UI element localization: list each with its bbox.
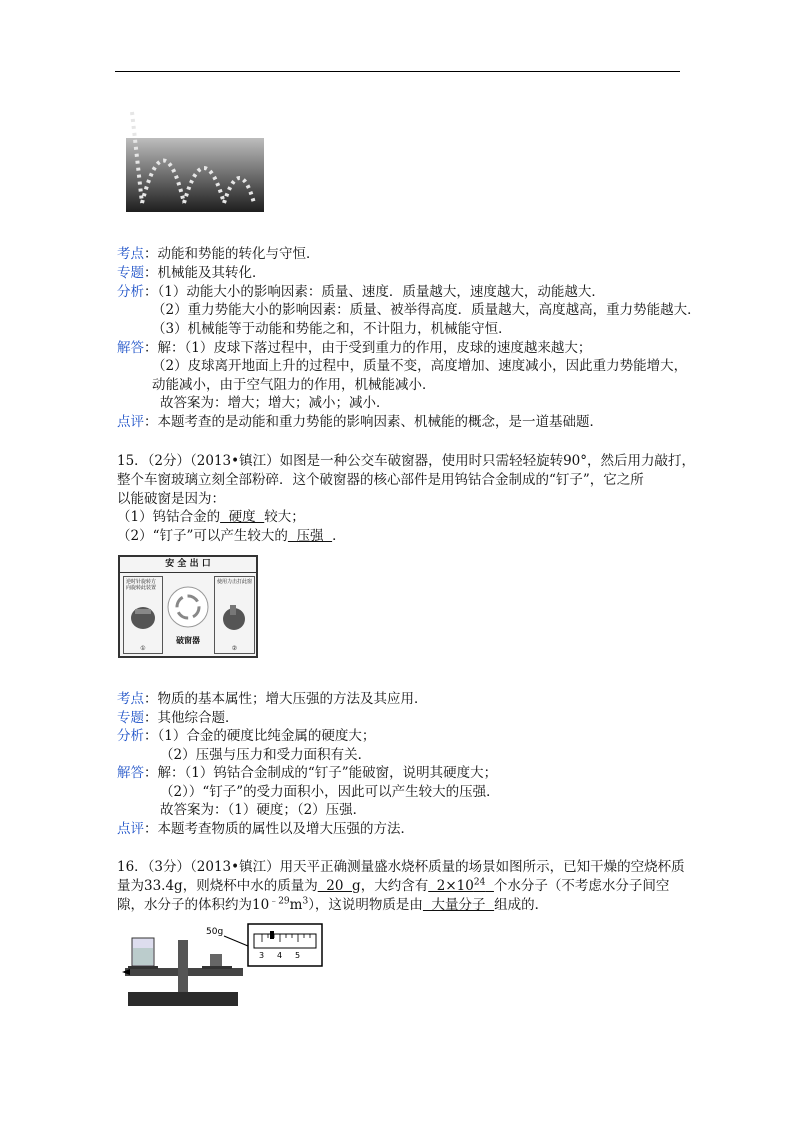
fenxi-text-3: （3）机械能等于动能和势能之和，不计阻力，机械能守恒． [152, 321, 512, 337]
kaodian-label: 考点 [117, 691, 144, 707]
q16-stem-3-unit: m [289, 897, 303, 913]
hand-icon [125, 603, 161, 633]
scale-tick-4: 4 [277, 951, 283, 960]
jieda-text-1: ：解：（1）钨钴合金制成的“钉子”能破窗，说明其硬度大； [144, 765, 498, 781]
scale-tick-5: 5 [295, 951, 301, 960]
kaodian-text: ：动能和势能的转化与守恒． [144, 246, 320, 262]
jieda-line-1 [117, 339, 591, 357]
zhuanti-label: 专题 [117, 265, 144, 281]
q15-item-2 [117, 527, 346, 545]
jieda-text-3: 动能减小，由于空气阻力的作用，机械能减小． [152, 377, 436, 393]
q15-item-1 [117, 508, 305, 526]
q16-stem-3-pre: 隙，水分子的体积约为10 [117, 897, 270, 913]
window-breaker-figure [118, 555, 258, 658]
q15-item-2-pre: （2）“钉子”可以产生较大的 [117, 528, 288, 544]
q16-answer-3: 大量分子 [422, 897, 495, 913]
q15-answer-2: 压强 [287, 528, 333, 544]
fenxi-line-1 [117, 283, 605, 301]
scale-tick-3: 3 [259, 951, 265, 960]
left-panel [123, 576, 163, 654]
fenxi-text-1: ：（1）合金的硬度比纯金属的硬度大； [144, 728, 376, 744]
fenxi-text-2: （2）压强与压力和受力面积有关． [160, 747, 372, 763]
fenxi-text-1: ：（1）动能大小的影响因素：质量、速度．质量越大，速度越大，动能越大． [144, 284, 605, 300]
figure-title: 安 全 出 口 [120, 557, 256, 573]
right-panel [214, 576, 255, 654]
q15-item-1-pre: （1）钨钴合金的 [117, 509, 221, 525]
weight-label: 50g [206, 927, 224, 937]
jieda-text-2: （2）皮球离开地面上升的过程中，质量不变，高度增加、速度减小，因此重力势能增大， [152, 358, 688, 374]
left-panel-num: ① [140, 645, 146, 652]
dianping-line-2 [117, 820, 414, 838]
jieda-text-1: ：解：（1）皮球下落过程中，由于受到重力的作用，皮球的速度越来越大； [144, 340, 592, 356]
zhuanti-text: ：机械能及其转化． [144, 265, 266, 281]
center-label: 破窗器 [176, 636, 200, 645]
jieda-label: 解答 [117, 340, 144, 356]
breaker-device-icon [166, 582, 210, 632]
q15-stem-1: 15．（2分）（2013•镇江）如图是一种公交车破窗器，使用时只需轻轻旋转90°，然后用力敲打， [117, 453, 696, 469]
q15-stem-2: 整个车窗玻璃立刻全部粉碎．这个破窗器的核心部件是用钨钴合金制成的“钉子”，它之所 [117, 472, 644, 488]
dianping-label: 点评 [117, 821, 144, 837]
fenxi-label: 分析 [117, 284, 144, 300]
jieda-text-2: （2））“钉子”的受力面积小，因此可以产生较大的压强． [160, 784, 500, 800]
q16-stem-3-unit-exp: 3 [302, 896, 309, 907]
bouncing-ball-photo [126, 108, 264, 212]
zhuanti-label: 专题 [117, 710, 144, 726]
q15-stem-3: 以能破窗是因为： [117, 491, 225, 507]
dianping-line-1 [117, 413, 603, 431]
right-panel-num: ② [231, 645, 238, 652]
q16-stem-3-mid: ），这说明物质是由 [308, 897, 423, 913]
q16-stem-2-post: 个水分子（不考虑水分子间空 [493, 878, 670, 894]
weight-block [210, 954, 222, 966]
q15-item-2-post: ． [332, 528, 346, 544]
balance-pillar [178, 940, 188, 992]
q15-item-1-post: 较大； [264, 509, 305, 525]
kaodian-text: ：物质的基本属性；增大压强的方法及其应用． [144, 691, 428, 707]
q16-stem-3-post: 组成的． [494, 897, 549, 913]
fenxi-label: 分析 [117, 728, 144, 744]
jieda-text-3: 故答案为：（1）硬度；（2）压强． [160, 802, 367, 818]
header-rule [115, 71, 680, 72]
fenxi-line-2 [117, 727, 375, 745]
q16-answer-1: 20 [317, 878, 353, 894]
left-panel-text: 逆时针旋转方向旋转此装置 [126, 579, 157, 591]
jieda-text-4: 故答案为：增大；增大；减小；减小． [160, 395, 390, 411]
jieda-label: 解答 [117, 765, 144, 781]
dianping-text: ：本题考查物质的属性以及增大压强的方法． [144, 821, 414, 837]
q15-answer-1: 硬度 [220, 509, 265, 525]
dianping-text: ：本题考查的是动能和重力势能的影响因素、机械能的概念，是一道基础题． [144, 414, 603, 430]
balance-scale-figure [120, 920, 325, 1010]
zhuanti-line-2 [117, 709, 239, 727]
q16-answer-2-exp: 24 [473, 877, 486, 888]
q16-stem-2-pre: 量为33.4g，则烧杯中水的质量为 [117, 878, 318, 894]
q16-stem-2 [117, 877, 669, 895]
fenxi-text-2: （2）重力势能大小的影响因素：质量、被举得高度．质量越大，高度越高，重力势能越大． [152, 302, 701, 318]
zhuanti-text: ：其他综合题． [144, 710, 239, 726]
q16-stem-2-mid: g，大约含有 [352, 878, 429, 894]
beaker-water [133, 948, 153, 965]
q16-answer-2-tail [485, 878, 494, 894]
dianping-label: 点评 [117, 414, 144, 430]
balance-base [128, 992, 238, 1006]
q16-stem-1: 16．（3分）（2013•镇江）用天平正确测量盛水烧杯质量的场景如图所示，已知干燥的空烧杯质 [117, 859, 685, 875]
q16-stem-3 [117, 896, 548, 914]
zhuanti-line-1 [117, 264, 266, 282]
scale-ruler [254, 934, 316, 948]
right-panel-text: 使用力击打此窗 [217, 579, 253, 585]
kaodian-line-2 [117, 690, 428, 708]
center-panel [166, 576, 210, 652]
jieda-line-2 [117, 764, 497, 782]
kaodian-line-1 [117, 245, 320, 263]
q16-stem-3-exp: ﹣29 [269, 896, 290, 907]
q16-answer-2 [428, 878, 494, 894]
rider-marker [270, 931, 274, 939]
kaodian-label: 考点 [117, 246, 144, 262]
q16-answer-2-base: 2×10 [428, 878, 474, 894]
hammer-hand-icon [216, 603, 252, 633]
